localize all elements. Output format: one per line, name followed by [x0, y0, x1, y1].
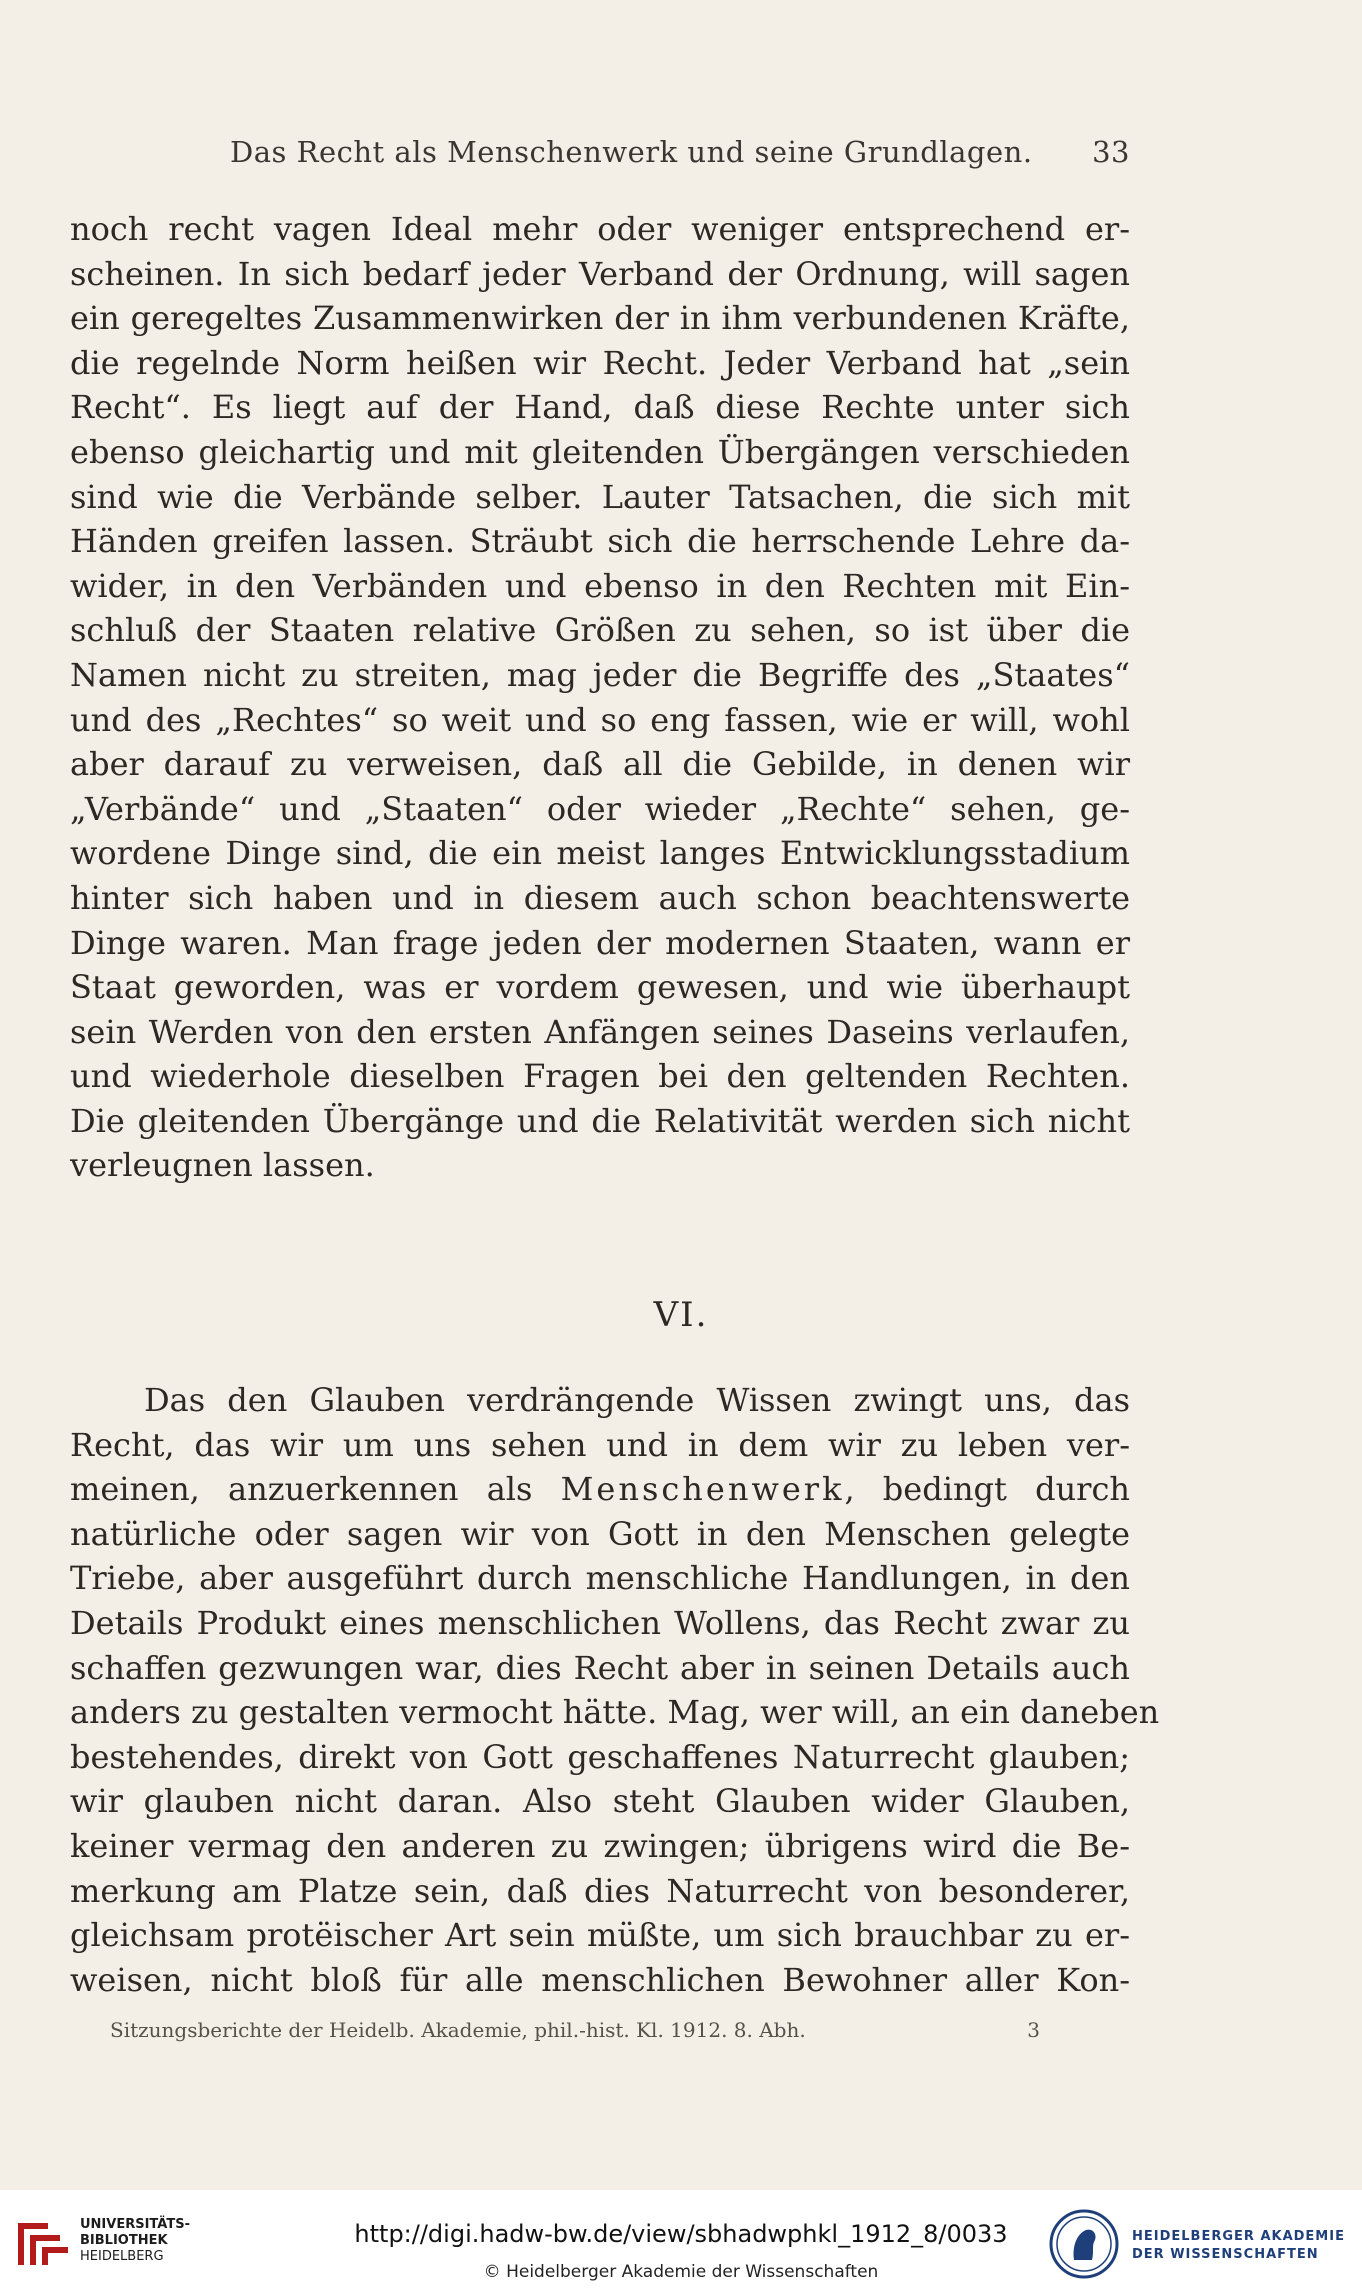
text-line-emphasis	[70, 1467, 1130, 1512]
academy-name	[1132, 2228, 1345, 2264]
text-line: ebenso gleichartig und mit gleitenden Übergängen verschieden	[70, 432, 1130, 471]
text-line: schluß der Staaten relative Größen zu sehen, so ist über die	[70, 611, 1130, 650]
text-line: aber darauf zu verweisen, daß all die Gebilde, in denen wir	[70, 745, 1130, 784]
text-fragment: , bedingt durch	[844, 1470, 1131, 1509]
text-line: gleichsam protëischer Art sein müßte, um sich brauchbar zu er-	[70, 1916, 1130, 1955]
text-line: Staat geworden, was er vordem gewesen, und wie überhaupt	[70, 968, 1130, 1007]
library-name-line: HEIDELBERG	[80, 2249, 164, 2264]
text-line: scheinen. In sich bedarf jeder Verband der Ordnung, will sagen	[70, 254, 1130, 293]
paragraph-section-vi	[70, 1378, 1160, 2002]
text-line: wider, in den Verbänden und ebenso in den Rechten mit Ein-	[70, 566, 1130, 605]
text-line: und des „Rechtes“ so weit und so eng fassen, wie er will, wohl	[70, 700, 1130, 739]
text-line: Namen nicht zu streiten, mag jeder die Begriffe des „Staates“	[70, 655, 1130, 694]
text-fragment: meinen, anzuerkennen als	[70, 1470, 533, 1509]
permalink-url[interactable]: http://digi.hadw-bw.de/view/sbhadwphkl_1912_8/0033	[354, 2220, 1008, 2248]
text-line: „Verbände“ und „Staaten“ oder wieder „Rechte“ sehen, ge-	[70, 789, 1130, 828]
text-line: noch recht vagen Ideal mehr oder weniger entsprechend er-	[70, 210, 1130, 248]
text-line: Recht, das wir um uns sehen und in dem wir zu leben ver-	[70, 1425, 1130, 1464]
text-line: Händen greifen lassen. Sträubt sich die herrschende Lehre da-	[70, 522, 1130, 561]
text-line: und wiederhole dieselben Fragen bei den geltenden Rechten.	[70, 1057, 1130, 1096]
library-name-line: UNIVERSITÄTS-	[80, 2217, 190, 2232]
text-line: wordene Dinge sind, die ein meist langes Entwicklungsstadium	[70, 834, 1130, 873]
publication-citation: Sitzungsberichte der Heidelb. Akademie, phil.-hist. Kl. 1912. 8. Abh.	[110, 2018, 806, 2042]
section-heading: VI.	[653, 1295, 709, 1335]
text-line-last: verleugnen lassen.	[70, 1146, 375, 1185]
text-line: merkung am Platze sein, daß dies Naturrecht von besonderer,	[70, 1871, 1130, 1910]
text-line: bestehendes, direkt von Gott geschaffenes Naturrecht glauben;	[70, 1737, 1130, 1776]
digitization-footer	[0, 2190, 1362, 2295]
academy-logo[interactable]	[1048, 2208, 1348, 2288]
text-line-indented: Das den Glauben verdrängende Wissen zwingt uns, das	[144, 1381, 1130, 1419]
paragraph-continued	[70, 207, 1130, 1188]
text-line: Details Produkt eines menschlichen Wollens, das Recht zwar zu	[70, 1603, 1130, 1642]
academy-seal-icon	[1048, 2208, 1120, 2280]
publication-footnote	[110, 2018, 1040, 2042]
text-line: weisen, nicht bloß für alle menschlichen Bewohner aller Kon-	[70, 1960, 1130, 1999]
text-line: ein geregeltes Zusammenwirken der in ihm verbundenen Kräfte,	[70, 299, 1130, 338]
text-line: Recht“. Es liegt auf der Hand, daß diese Rechte unter sich	[70, 388, 1130, 427]
text-line: Dinge waren. Man frage jeden der modernen Staaten, wann er	[70, 923, 1130, 962]
academy-name-line: DER WISSENSCHAFTEN	[1132, 2247, 1319, 2262]
library-name-line: BIBLIOTHEK	[80, 2233, 168, 2248]
text-line: wir glauben nicht daran. Also steht Glauben wider Glauben,	[70, 1782, 1130, 1821]
text-line: sind wie die Verbände selber. Lauter Tatsachen, die sich mit	[70, 477, 1130, 516]
copyright-notice: © Heidelberger Akademie der Wissenschaften	[483, 2262, 879, 2282]
text-line: sein Werden von den ersten Anfängen seines Daseins verlaufen,	[70, 1012, 1130, 1051]
text-line: keiner vermag den anderen zu zwingen; übrigens wird die Be-	[70, 1826, 1130, 1865]
text-line: anders zu gestalten vermocht hätte. Mag, wer will, an ein daneben	[70, 1693, 1160, 1732]
academy-name-line: HEIDELBERGER AKADEMIE	[1132, 2229, 1345, 2244]
text-line: Triebe, aber ausgeführt durch menschliche Handlungen, in den	[70, 1559, 1130, 1598]
text-line: hinter sich haben und in diesem auch schon beachtenswerte	[70, 878, 1130, 917]
text-line: natürliche oder sagen wir von Gott in den Menschen gelegte	[70, 1514, 1130, 1553]
sheet-signature: 3	[1027, 2018, 1040, 2042]
text-line: die regelnde Norm heißen wir Recht. Jeder Verband hat „sein	[70, 343, 1130, 382]
page-number: 33	[1092, 135, 1130, 169]
text-line: Die gleitenden Übergänge und die Relativität werden sich nicht	[70, 1101, 1130, 1140]
text-line: schaffen gezwungen war, dies Recht aber in seinen Details auch	[70, 1648, 1130, 1687]
running-title: Das Recht als Menschenwerk und seine Grundlagen.	[230, 135, 1033, 169]
emphasized-term: Menschenwerk	[560, 1470, 845, 1509]
